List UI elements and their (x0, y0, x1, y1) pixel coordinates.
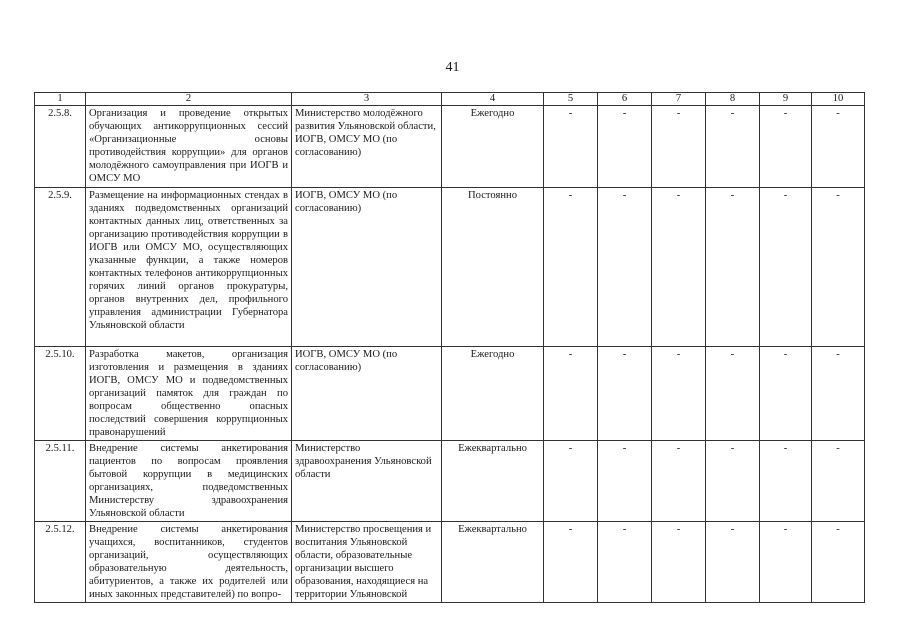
value-cell: - (652, 522, 706, 603)
column-header: 4 (442, 93, 544, 106)
execution-term: Ежеквартально (442, 522, 544, 603)
column-header: 9 (760, 93, 812, 106)
responsible-executor: Министерство молодёжного развития Ульяновской области, ИОГВ, ОМСУ МО (по согласованию) (292, 106, 442, 188)
value-cell: - (652, 188, 706, 347)
item-number: 2.5.9. (35, 188, 86, 347)
value-cell: - (598, 106, 652, 188)
value-cell: - (812, 106, 865, 188)
value-cell: - (812, 188, 865, 347)
value-cell: - (598, 347, 652, 441)
responsible-executor: ИОГВ, ОМСУ МО (по согласованию) (292, 347, 442, 441)
value-cell: - (812, 522, 865, 603)
column-header: 8 (706, 93, 760, 106)
responsible-executor: ИОГВ, ОМСУ МО (по согласованию) (292, 188, 442, 347)
value-cell: - (706, 522, 760, 603)
responsible-executor: Министерство здравоохранения Ульяновской области (292, 441, 442, 522)
execution-term: Постоянно (442, 188, 544, 347)
value-cell: - (812, 441, 865, 522)
value-cell: - (706, 188, 760, 347)
measure-description: Размещение на информационных стендах в зданиях подведомственных организаций контактных данных лиц, ответственных за организацию противодействия коррупции в ИОГВ или ОМСУ МО, осуществляющих указанные функции, а также номеров контактных телефонов антикоррупционных горячих линий органов прокуратуры, органов внутренних дел, профильного управления администрации Губернатора Ульяновской области (86, 188, 292, 347)
measures-table (34, 92, 865, 603)
table-row (35, 188, 865, 347)
column-header: 5 (544, 93, 598, 106)
value-cell: - (760, 188, 812, 347)
value-cell: - (652, 106, 706, 188)
measure-description: Разработка макетов, организация изготовления и размещения в зданиях ИОГВ, ОМСУ МО и подведомственных организаций памяток для граждан по вопросам общественно опасных последствий совершения коррупционных правонарушений (86, 347, 292, 441)
value-cell: - (760, 441, 812, 522)
value-cell: - (598, 441, 652, 522)
measure-description: Внедрение системы анкетирования учащихся, воспитанников, студентов организаций, осуществляющих образовательную деятельность, абитуриентов, а также их родителей или иных законных представителей) по вопро- (86, 522, 292, 603)
column-header: 3 (292, 93, 442, 106)
execution-term: Ежеквартально (442, 441, 544, 522)
measure-description: Внедрение системы анкетирования пациентов по вопросам проявления бытовой коррупции в медицинских организациях, подведомственных Министерству здравоохранения Ульяновской области (86, 441, 292, 522)
table-row (35, 522, 865, 603)
table-row (35, 441, 865, 522)
execution-term: Ежегодно (442, 347, 544, 441)
value-cell: - (598, 522, 652, 603)
value-cell: - (760, 347, 812, 441)
column-header: 6 (598, 93, 652, 106)
item-number: 2.5.8. (35, 106, 86, 188)
value-cell: - (760, 522, 812, 603)
column-header: 1 (35, 93, 86, 106)
item-number: 2.5.10. (35, 347, 86, 441)
value-cell: - (544, 441, 598, 522)
column-header: 2 (86, 93, 292, 106)
value-cell: - (706, 347, 760, 441)
value-cell: - (812, 347, 865, 441)
item-number: 2.5.12. (35, 522, 86, 603)
table-row (35, 106, 865, 188)
item-number: 2.5.11. (35, 441, 86, 522)
value-cell: - (706, 106, 760, 188)
value-cell: - (760, 106, 812, 188)
value-cell: - (544, 347, 598, 441)
value-cell: - (544, 522, 598, 603)
value-cell: - (652, 441, 706, 522)
value-cell: - (544, 106, 598, 188)
execution-term: Ежегодно (442, 106, 544, 188)
value-cell: - (598, 188, 652, 347)
value-cell: - (652, 347, 706, 441)
measure-description: Организация и проведение открытых обучающих антикоррупционных сессий «Организационные основы противодействия коррупции» для органов молодёжного самоуправления при ИОГВ и ОМСУ МО (86, 106, 292, 188)
page-number: 41 (445, 60, 460, 75)
table-row (35, 347, 865, 441)
value-cell: - (706, 441, 760, 522)
value-cell: - (544, 188, 598, 347)
column-header: 7 (652, 93, 706, 106)
responsible-executor: Министерство просвещения и воспитания Ульяновской области, образовательные организации высшего образования, находящиеся на территории Ульяновской (292, 522, 442, 603)
column-header: 10 (812, 93, 865, 106)
header-row (35, 93, 865, 106)
